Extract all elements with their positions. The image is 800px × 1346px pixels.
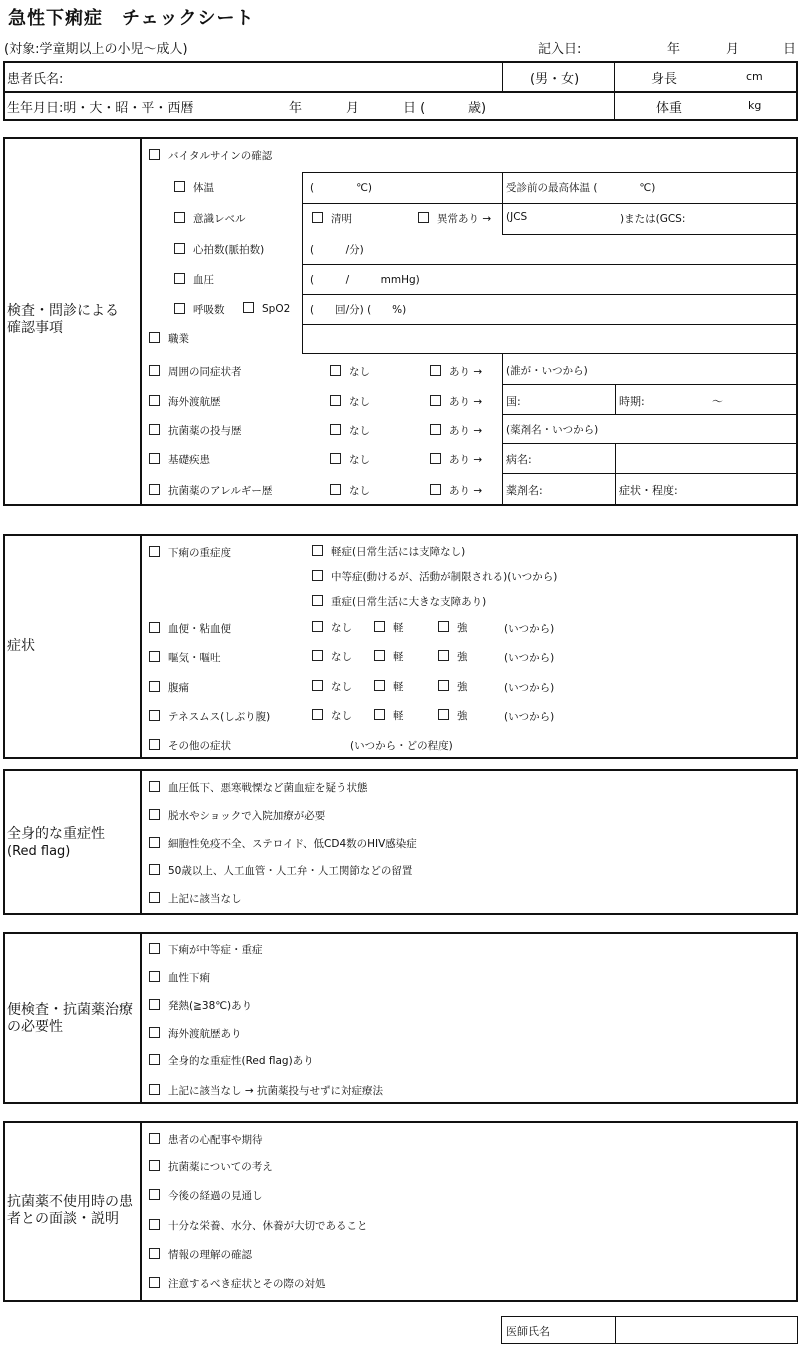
consciousness-check[interactable] [174,211,246,226]
checkbox[interactable] [330,484,341,495]
checkbox[interactable] [149,943,160,954]
checkbox[interactable] [312,680,323,691]
red-flag-item[interactable] [149,863,412,878]
travel-check[interactable] [149,394,221,409]
temp-label: 体温 [193,182,214,194]
checkbox[interactable] [149,1189,160,1200]
tenesmus-light-check[interactable] [374,708,404,723]
blood-strong-check[interactable] [438,620,468,635]
checkbox[interactable] [149,971,160,982]
antibiotics-check[interactable] [149,423,242,438]
allergy-yes-check[interactable] [430,483,482,498]
symptoms-section-heading: 症状 [7,638,35,654]
mild-check[interactable] [312,544,465,559]
checkbox[interactable] [374,621,385,632]
checkbox[interactable] [330,424,341,435]
divider [302,324,797,325]
stool-test-item[interactable] [149,942,263,957]
strong-label: 強 [457,681,468,693]
clear-label: 清明 [331,213,352,225]
gcs-field[interactable]: )または(GCS: [620,213,686,225]
checkbox[interactable] [149,809,160,820]
nausea-none-check[interactable] [312,649,352,664]
divider [302,172,303,353]
abdominal-light-check[interactable] [374,679,404,694]
period-field[interactable]: 時期: [619,395,645,408]
checkbox[interactable] [149,1277,160,1288]
checkbox[interactable] [418,212,429,223]
period-tilde: ～ [712,395,723,408]
symptom-row-blood[interactable] [149,621,231,636]
checkbox[interactable] [149,332,160,343]
counseling-item[interactable] [149,1188,263,1203]
drug-field[interactable]: 薬剤名: [506,484,543,497]
allergy-check[interactable] [149,483,272,498]
resp-check[interactable] [174,302,225,317]
checkbox[interactable] [149,622,160,633]
checkbox[interactable] [312,709,323,720]
allergy-label: 抗菌薬のアレルギー歴 [168,485,273,497]
moderate-check[interactable] [312,569,557,584]
pulse-value[interactable]: ( /分) [310,244,364,256]
counseling-label: 注意するべき症状とその際の対処 [168,1278,326,1290]
strong-label: 強 [457,622,468,634]
resp-label: 呼吸数 [193,304,225,316]
tenesmus-since: (いつから) [504,711,555,723]
checkbox[interactable] [438,709,449,720]
contacts-none-check[interactable] [330,364,370,379]
abdominal-strong-check[interactable] [438,679,468,694]
severe-check[interactable] [312,594,486,609]
checkbox[interactable] [174,303,185,314]
divider [302,203,797,204]
counseling-label: 情報の理解の確認 [168,1249,252,1261]
antibiotics-none-check[interactable] [330,423,370,438]
section-divider [140,770,142,914]
checkbox[interactable] [312,650,323,661]
spo2-label: SpO2 [262,303,291,315]
checkbox[interactable] [438,680,449,691]
pulse-label: 心拍数(脈拍数) [193,244,265,256]
checkbox[interactable] [149,424,160,435]
counseling-heading: 抗菌薬不使用時の患者との面談・説明 [7,1194,133,1227]
checkbox[interactable] [330,395,341,406]
entry-date-label: 記入日: [538,42,582,57]
symptom-row-abdominal[interactable] [149,680,189,695]
red-flag-subheading: (Red flag) [7,844,71,859]
none-label: なし [331,681,352,693]
light-label: 軽 [393,710,404,722]
checkbox[interactable] [149,484,160,495]
red-flag-item[interactable] [149,808,325,823]
divider [502,443,797,444]
none-label: なし [331,622,352,634]
divider [302,264,797,265]
section-divider [140,138,142,505]
consciousness-label: 意識レベル [193,213,246,225]
symptom-row-nausea[interactable] [149,650,221,665]
weight-label: 体重 [656,101,683,116]
temp-check[interactable] [174,180,214,195]
light-label: 軽 [393,622,404,634]
checkbox[interactable] [149,892,160,903]
underlying-none-check[interactable] [330,452,370,467]
other-symptoms-check[interactable] [149,738,231,753]
red-flag-label: 脱水やショックで入院加療が必要 [168,810,326,822]
divider [502,62,503,91]
light-label: 軽 [393,681,404,693]
age-label: 歳) [468,101,487,116]
symptom-label: 腹痛 [168,682,189,694]
travel-yes-check[interactable] [430,394,482,409]
stool-test-heading: 便検査・抗菌薬治療の必要性 [7,1002,133,1035]
divider [502,234,797,235]
page-title: 急性下痢症 チェックシート [8,8,255,29]
strong-label: 強 [457,651,468,663]
checkbox[interactable] [374,709,385,720]
contacts-check[interactable] [149,364,242,379]
checkbox[interactable] [149,1219,160,1230]
checkbox[interactable] [149,837,160,848]
clear-check[interactable] [312,211,352,226]
vitals-label: バイタルサインの確認 [168,150,273,162]
checkbox[interactable] [149,453,160,464]
checkbox[interactable] [174,243,185,254]
travel-label: 海外渡航歴 [168,396,221,408]
mild-label: 軽症(日常生活には支障なし) [331,546,466,558]
divider [502,172,503,234]
none-label: なし [349,396,370,408]
stool-test-label: 上記に該当なし → 抗菌薬投与せずに対症療法 [168,1085,383,1097]
divider [615,1316,616,1344]
stool-test-label: 下痢が中等症・重症 [168,944,263,956]
checkbox[interactable] [330,453,341,464]
antibiotics-label: 抗菌薬の投与歴 [168,425,242,437]
stool-test-item[interactable] [149,998,252,1013]
checkbox[interactable] [312,595,323,606]
checkbox[interactable] [374,650,385,661]
divider [615,443,616,505]
weight-unit: kg [748,99,762,112]
light-label: 軽 [393,651,404,663]
checkbox[interactable] [149,1054,160,1065]
counseling-item[interactable] [149,1276,326,1291]
checkbox[interactable] [149,1160,160,1171]
divider [302,294,797,295]
counseling-item[interactable] [149,1247,252,1262]
antibiotics-note[interactable]: (薬剤名・いつから) [506,424,599,436]
blood-since: (いつから) [504,623,555,635]
section-divider [140,1122,142,1301]
divider [502,384,797,385]
checkbox[interactable] [438,621,449,632]
occupation-label: 職業 [168,333,189,345]
pulse-check[interactable] [174,242,264,257]
entry-month: 月 [726,42,740,57]
red-flag-heading: 全身的な重症性 [7,826,105,842]
red-flag-item[interactable] [149,780,368,795]
counseling-label: 抗菌薬についての考え [168,1161,273,1173]
yes-label: あり → [449,396,483,408]
target-note: (対象:学童期以上の小児～成人) [4,42,188,57]
divider [4,91,797,93]
none-label: なし [349,485,370,497]
checkbox[interactable] [149,1027,160,1038]
red-flag-label: 血圧低下、悪寒戦慄など菌血症を疑う状態 [168,782,368,794]
exam-section-heading: 検査・問診による確認事項 [7,303,119,336]
stool-test-label: 海外渡航歴あり [168,1028,242,1040]
checkbox[interactable] [149,546,160,557]
none-label: なし [349,425,370,437]
spo2-check[interactable] [243,302,290,315]
nausea-light-check[interactable] [374,649,404,664]
divider [302,172,797,173]
checkbox[interactable] [149,710,160,721]
yes-label: あり → [449,485,483,497]
section-divider [140,535,142,758]
blood-none-check[interactable] [312,620,352,635]
bp-label: 血圧 [193,274,214,286]
checkbox[interactable] [174,181,185,192]
temp-value[interactable]: ( ℃) [310,182,372,194]
antibiotics-yes-check[interactable] [430,423,482,438]
underlying-yes-check[interactable] [430,452,482,467]
checkbox[interactable] [149,395,160,406]
checkbox[interactable] [312,545,323,556]
yes-label: あり → [449,425,483,437]
contacts-label: 周囲の同症状者 [168,366,242,378]
checkbox[interactable] [312,212,323,223]
checkbox[interactable] [149,651,160,662]
checkbox[interactable] [312,621,323,632]
counseling-label: 患者の心配事や期待 [168,1134,263,1146]
checkbox[interactable] [430,484,441,495]
abnormal-label: 異常あり → [437,213,492,225]
counseling-label: 十分な栄養、水分、休養が大切であること [168,1220,368,1232]
contacts-yes-check[interactable] [430,364,482,379]
abdominal-since: (いつから) [504,682,555,694]
severe-label: 重症(日常生活に大きな支障あり) [331,596,487,608]
underlying-check[interactable] [149,452,210,467]
checkbox[interactable] [149,681,160,692]
severity-label: 下痢の重症度 [168,547,231,559]
red-flag-label: 細胞性免疫不全、ステロイド、低CD4数のHIV感染症 [168,838,417,850]
nausea-strong-check[interactable] [438,649,468,664]
sex-choice[interactable]: (男・女) [530,72,580,87]
bp-check[interactable] [174,272,214,287]
checkbox[interactable] [149,781,160,792]
birth-day: 日 ( [403,101,426,116]
checkbox[interactable] [430,453,441,464]
height-label: 身長 [651,72,678,87]
blood-light-check[interactable] [374,620,404,635]
birth-year: 年 [289,101,303,116]
other-label: その他の症状 [168,740,231,752]
stool-test-label: 全身的な重症性(Red flag)あり [168,1055,314,1067]
stool-test-item[interactable] [149,1026,242,1041]
checkbox[interactable] [330,365,341,376]
symptom-label: テネスムス(しぶり腹) [168,711,271,723]
checkbox[interactable] [149,149,160,160]
counseling-item[interactable] [149,1159,273,1174]
stool-test-label: 発熱(≧38℃)あり [168,1000,253,1012]
other-symptoms-note: (いつから・どの程度) [350,740,453,752]
checkbox[interactable] [430,365,441,376]
checkbox[interactable] [174,212,185,223]
stool-test-item[interactable] [149,970,210,985]
stool-test-label: 血性下痢 [168,972,210,984]
occupation-check[interactable] [149,331,189,346]
tenesmus-strong-check[interactable] [438,708,468,723]
symptom-row-tenesmus[interactable] [149,709,270,724]
checkbox[interactable] [149,739,160,750]
nausea-since: (いつから) [504,652,555,664]
bp-value[interactable]: ( / mmHg) [310,274,420,286]
height-unit: cm [746,70,763,83]
moderate-label: 中等症(動けるが、活動が制限される)(いつから) [331,571,558,583]
underlying-label: 基礎疾患 [168,454,210,466]
checkbox[interactable] [174,273,185,284]
allergy-none-check[interactable] [330,483,370,498]
stool-test-item[interactable] [149,1053,314,1068]
tenesmus-none-check[interactable] [312,708,352,723]
none-label: なし [349,366,370,378]
divider [502,473,797,474]
yes-label: あり → [449,454,483,466]
country-field[interactable]: 国: [506,395,521,408]
contacts-note[interactable]: (誰が・いつから) [506,365,588,377]
checkbox[interactable] [312,570,323,581]
none-label: なし [331,710,352,722]
divider [302,353,797,354]
divider [615,384,616,414]
abnormal-check[interactable] [418,211,491,226]
divider [502,353,503,505]
jcs-field[interactable]: (JCS [506,211,528,223]
red-flag-label: 上記に該当なし [168,893,242,905]
severity-check[interactable] [149,545,231,560]
birth-date-label: 生年月日:明・大・昭・平・西暦 [7,101,194,116]
checkbox[interactable] [149,1133,160,1144]
red-flag-item[interactable] [149,836,417,851]
divider [614,62,615,120]
birth-month: 月 [346,101,360,116]
symptom-label: 嘔気・嘔吐 [168,652,221,664]
checkbox[interactable] [243,302,254,313]
symptom-label: 血便・粘血便 [168,623,231,635]
red-flag-item[interactable] [149,891,242,906]
section-divider [140,933,142,1103]
checkbox[interactable] [374,680,385,691]
strong-label: 強 [457,710,468,722]
symptom-degree-field[interactable]: 症状・程度: [619,484,678,497]
stool-test-item[interactable] [149,1083,383,1098]
yes-label: あり → [449,366,483,378]
checkbox[interactable] [430,424,441,435]
red-flag-label: 50歳以上、人工血管・人工弁・人工関節などの留置 [168,865,413,877]
vitals-check[interactable] [149,148,272,163]
none-label: なし [349,454,370,466]
checkbox[interactable] [430,395,441,406]
patient-name-label: 患者氏名: [7,72,64,87]
max-temp-field[interactable]: 受診前の最高体温 ( ℃) [506,182,656,194]
checkbox[interactable] [149,999,160,1010]
checkbox[interactable] [149,1084,160,1095]
divider [502,414,797,415]
entry-year: 年 [667,42,681,57]
checkbox[interactable] [149,864,160,875]
none-label: なし [331,651,352,663]
resp-value[interactable]: ( 回/分) ( %) [310,304,407,316]
checkbox[interactable] [438,650,449,661]
counseling-item[interactable] [149,1132,263,1147]
entry-day: 日 [783,42,797,57]
disease-field[interactable]: 病名: [506,453,532,466]
travel-none-check[interactable] [330,394,370,409]
counseling-item[interactable] [149,1218,368,1233]
counseling-label: 今後の経過の見通し [168,1190,263,1202]
checkbox[interactable] [149,1248,160,1259]
doctor-name-label: 医師氏名 [506,1325,550,1338]
checkbox[interactable] [149,365,160,376]
abdominal-none-check[interactable] [312,679,352,694]
